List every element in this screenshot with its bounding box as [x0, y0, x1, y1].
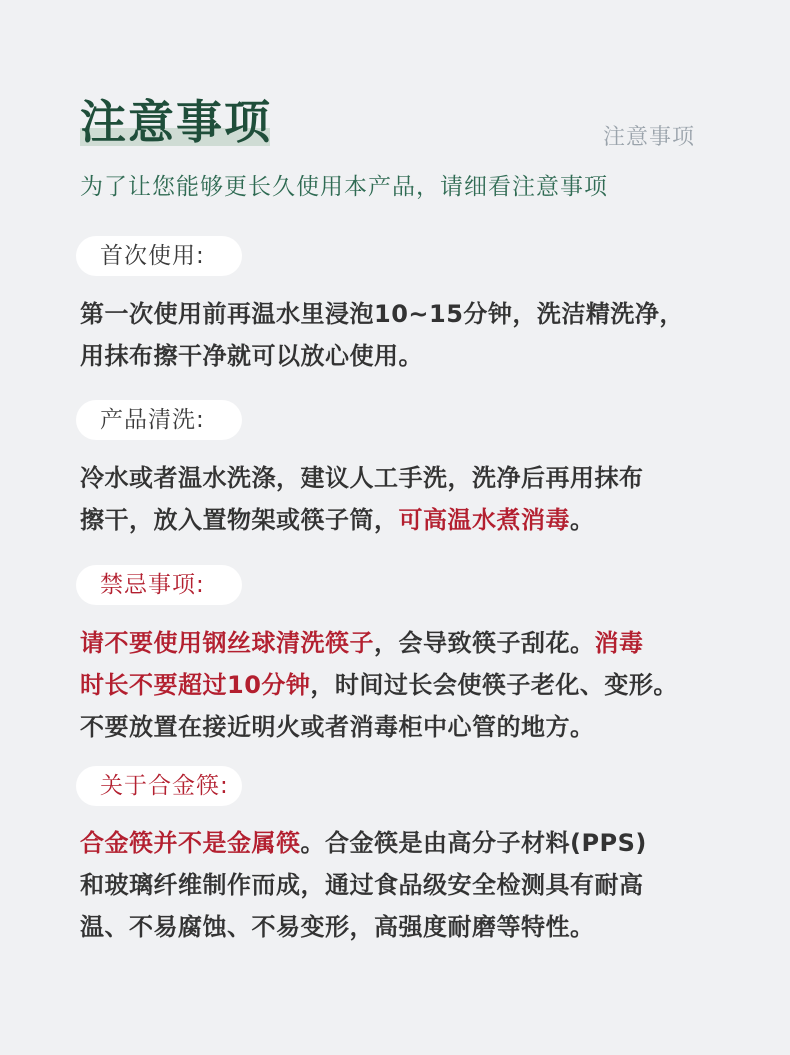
text-line — [80, 822, 740, 864]
text-segment: 第一次使用前再温水里浸泡10~15分钟，洗洁精洗净， — [80, 300, 684, 328]
page-subtitle: 为了让您能够更长久使用本产品，请细看注意事项 — [80, 174, 608, 200]
text-segment: 不要放置在接近明火或者消毒柜中心管的地方。 — [80, 713, 595, 741]
section-text-cleaning — [80, 457, 740, 541]
highlighted-text: 消毒 — [594, 629, 644, 657]
text-segment: 温、不易腐蚀、不易变形，高强度耐磨等特性。 — [80, 913, 595, 941]
text-line — [80, 664, 740, 706]
highlighted-text: 合金筷并不是金属筷 — [80, 829, 301, 857]
text-line — [80, 499, 740, 541]
text-line — [80, 457, 740, 499]
section-label-taboos: 禁忌事项: — [76, 565, 242, 605]
text-segment: 。 — [570, 506, 595, 534]
section-label-cleaning: 产品清洗: — [76, 400, 242, 440]
page-title: 注意事项 — [80, 95, 272, 149]
text-segment: 用抹布擦干净就可以放心使用。 — [80, 342, 423, 370]
highlighted-text: 可高温水煮消毒 — [398, 506, 570, 534]
highlighted-text: 请不要使用钢丝球清洗筷子 — [80, 629, 374, 657]
section-text-alloy-chopsticks — [80, 822, 740, 948]
text-segment: ，会导致筷子刮花。 — [374, 629, 595, 657]
text-segment: 冷水或者温水洗涤，建议人工手洗，洗净后再用抹布 — [80, 464, 644, 492]
title-ghost-text: 注意事项 — [603, 125, 696, 150]
text-line — [80, 622, 740, 664]
text-segment: 擦干，放入置物架或筷子筒， — [80, 506, 399, 534]
text-segment: ，时间过长会使筷子老化、变形。 — [310, 671, 678, 699]
text-line — [80, 293, 740, 335]
text-line — [80, 864, 740, 906]
text-line — [80, 706, 740, 748]
text-segment: 和玻璃纤维制作而成，通过食品级安全检测具有耐高 — [80, 871, 644, 899]
section-text-taboos — [80, 622, 740, 748]
title-block — [80, 92, 272, 152]
text-line — [80, 906, 740, 948]
section-label-first-use: 首次使用: — [76, 236, 242, 276]
text-line — [80, 335, 740, 377]
highlighted-text: 时长不要超过10分钟 — [80, 671, 311, 699]
text-segment: 。合金筷是由高分子材料(PPS) — [300, 829, 647, 857]
section-text-first-use — [80, 293, 740, 377]
section-label-alloy-chopsticks: 关于合金筷: — [76, 766, 242, 806]
